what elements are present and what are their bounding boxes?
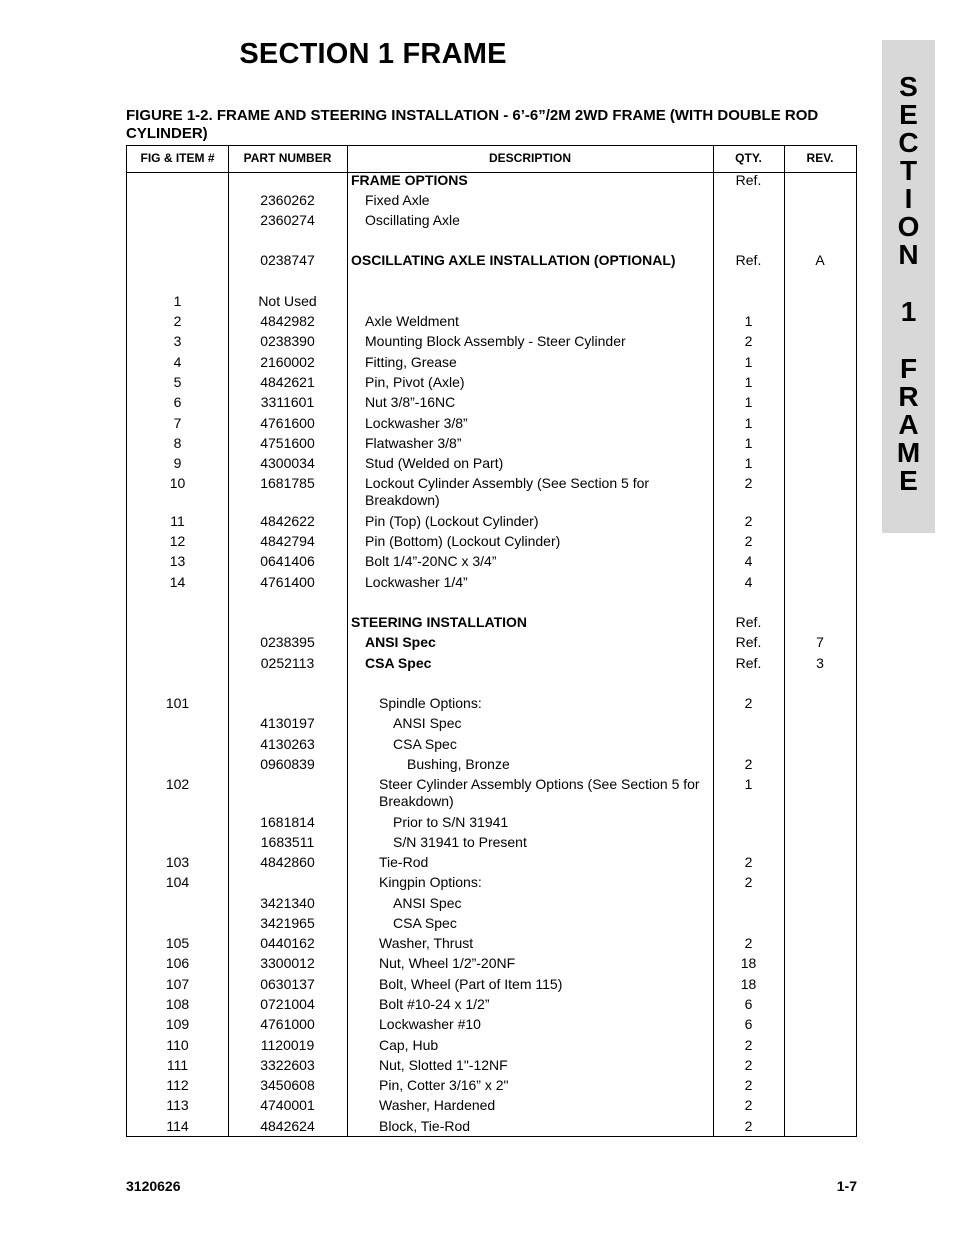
qty-cell: 2 (744, 333, 753, 349)
description-cell: Bolt #10-24 x 1/2” (379, 996, 490, 1012)
description-cell: STEERING INSTALLATION (351, 614, 528, 630)
qty-cell: 2 (744, 1077, 753, 1093)
fig-item-cell: 106 (165, 955, 190, 971)
fig-item-cell: 105 (165, 935, 190, 951)
part-number-cell: 0721004 (260, 996, 315, 1012)
qty-cell: 1 (744, 374, 753, 390)
fig-item-cell: 1 (173, 293, 182, 309)
side-tab-letter: N (898, 239, 919, 270)
qty-cell: 2 (744, 874, 753, 890)
side-tab-letter: R (898, 381, 919, 412)
part-number-cell: 0630137 (260, 976, 315, 992)
qty-cell: 4 (744, 553, 753, 569)
fig-item-cell: 102 (165, 776, 190, 792)
fig-item-cell: 10 (169, 475, 186, 491)
description-cell: CSA Spec (393, 736, 457, 752)
side-tab-letter: T (899, 155, 918, 186)
qty-cell: 1 (744, 776, 753, 792)
part-number-cell: 4842624 (260, 1118, 315, 1134)
fig-item-cell: 7 (173, 415, 182, 431)
fig-item-cell: 9 (173, 455, 182, 471)
side-tab-letter: F (899, 353, 918, 384)
part-number-cell: 0238390 (260, 333, 315, 349)
part-number-cell: 4842860 (260, 854, 315, 870)
description-cell: FRAME OPTIONS (351, 172, 468, 188)
description-cell: Kingpin Options: (379, 874, 482, 890)
fig-item-cell: 5 (173, 374, 182, 390)
fig-item-cell: 108 (165, 996, 190, 1012)
description-cell: Prior to S/N 31941 (393, 814, 509, 830)
part-number-cell: 4761000 (260, 1016, 315, 1032)
description-cell: Block, Tie-Rod (379, 1118, 471, 1134)
qty-cell: 6 (744, 1016, 753, 1032)
part-number-cell: 4842982 (260, 313, 315, 329)
page-number: 1-7 (836, 1178, 857, 1194)
qty-cell: 1 (744, 455, 753, 471)
description-cell: ANSI Spec (365, 634, 436, 650)
rev-cell: 3 (816, 655, 824, 671)
qty-cell: 1 (744, 415, 753, 431)
fig-item-cell: 109 (165, 1016, 190, 1032)
side-tab-letter: M (896, 437, 921, 468)
qty-cell: Ref. (735, 172, 762, 188)
header-rev: REV. (806, 151, 834, 165)
side-tab-letter: I (904, 183, 913, 214)
description-cell: Lockout Cylinder Assembly (See Section 5 for Breakdown) (365, 475, 650, 508)
side-tab-letter: O (897, 211, 920, 242)
description-cell: Washer, Thrust (379, 935, 474, 951)
fig-item-cell: 110 (166, 1037, 189, 1053)
part-number-cell: 0238747 (260, 252, 315, 268)
part-number-cell: 1683511 (260, 834, 315, 850)
part-number-cell: 3311601 (260, 394, 315, 410)
description-cell: Nut, Wheel 1/2”-20NF (379, 955, 516, 971)
description-cell: ANSI Spec (393, 715, 462, 731)
qty-cell: 2 (744, 1037, 753, 1053)
part-number-cell: 2360262 (260, 192, 315, 208)
part-number-cell: 2160002 (260, 354, 315, 370)
description-cell: Axle Weldment (365, 313, 459, 329)
part-number-cell: 3300012 (260, 955, 315, 971)
side-tab-letter: A (898, 409, 919, 440)
part-number-cell: 4761400 (260, 574, 315, 590)
qty-cell: 2 (744, 935, 753, 951)
fig-item-cell: 4 (173, 354, 182, 370)
part-number-cell: 4751600 (260, 435, 315, 451)
part-number-cell: 3421965 (260, 915, 315, 931)
fig-item-cell: 114 (166, 1118, 189, 1134)
part-number-cell: 4300034 (260, 455, 315, 471)
description-cell: Lockwasher #10 (379, 1016, 481, 1032)
qty-cell: 2 (744, 1118, 753, 1134)
description-cell: Spindle Options: (379, 695, 482, 711)
figure-caption: FIGURE 1-2. FRAME AND STEERING INSTALLATION - 6’-6”/2M 2WD FRAME (WITH DOUBLE ROD CYLINDER) (126, 107, 819, 142)
fig-item-cell: 107 (165, 976, 190, 992)
qty-cell: 2 (744, 1057, 753, 1073)
qty-cell: 2 (744, 475, 753, 491)
description-cell: Stud (Welded on Part) (365, 455, 504, 471)
qty-cell: 2 (744, 1097, 753, 1113)
fig-item-cell: 3 (173, 333, 182, 349)
header-part-number: PART NUMBER (243, 151, 332, 165)
fig-item-cell: 111 (166, 1057, 189, 1073)
description-cell: Pin, Cotter 3/16” x 2" (379, 1077, 509, 1093)
description-cell: Fixed Axle (365, 192, 430, 208)
column-divider (347, 146, 348, 1136)
fig-item-cell: 6 (173, 394, 182, 410)
qty-cell: 1 (744, 354, 753, 370)
part-number-cell: 0641406 (260, 553, 315, 569)
header-qty: QTY. (735, 151, 762, 165)
description-cell: Pin, Pivot (Axle) (365, 374, 465, 390)
qty-cell: Ref. (735, 252, 762, 268)
rev-cell: A (815, 252, 825, 268)
description-cell: Mounting Block Assembly - Steer Cylinder (365, 333, 626, 349)
part-number-cell: 1120019 (260, 1037, 315, 1053)
part-number-cell: 0960839 (260, 756, 315, 772)
part-number-cell: 0440162 (260, 935, 315, 951)
description-cell: ANSI Spec (393, 895, 462, 911)
description-cell: Flatwasher 3/8” (365, 435, 462, 451)
part-number-cell: 4740001 (260, 1097, 315, 1113)
part-number-cell: Not Used (258, 293, 317, 309)
description-cell: Bolt, Wheel (Part of Item 115) (379, 976, 563, 992)
part-number-cell: 3421340 (260, 895, 315, 911)
description-cell: OSCILLATING AXLE INSTALLATION (OPTIONAL) (351, 252, 676, 268)
description-cell: Bushing, Bronze (407, 756, 510, 772)
qty-cell: 1 (744, 313, 753, 329)
part-number-cell: 3450608 (260, 1077, 315, 1093)
side-tab-letter: S (899, 71, 918, 102)
qty-cell: 18 (740, 955, 757, 971)
part-number-cell: 0252113 (260, 655, 315, 671)
description-cell: Nut 3/8”-16NC (365, 394, 456, 410)
description-cell: Tie-Rod (379, 854, 429, 870)
fig-item-cell: 104 (165, 874, 190, 890)
section-side-tab (882, 40, 935, 533)
part-number-cell: 1681814 (260, 814, 315, 830)
part-number-cell: 3322603 (260, 1057, 315, 1073)
part-number-cell: 2360274 (260, 212, 315, 228)
side-tab-letter: 1 (900, 296, 917, 327)
side-tab-letter: C (898, 127, 919, 158)
part-number-cell: 4842622 (260, 513, 315, 529)
qty-cell: 2 (744, 513, 753, 529)
qty-cell: 4 (744, 574, 753, 590)
qty-cell: Ref. (735, 634, 762, 650)
part-number-cell: 0238395 (260, 634, 315, 650)
parts-table (126, 145, 857, 1137)
description-cell: Steer Cylinder Assembly Options (See Section 5 for Breakdown) (379, 776, 700, 809)
fig-item-cell: 8 (173, 435, 182, 451)
description-cell: Pin (Bottom) (Lockout Cylinder) (365, 533, 561, 549)
qty-cell: 2 (744, 756, 753, 772)
qty-cell: 2 (744, 695, 753, 711)
fig-item-cell: 11 (170, 513, 185, 529)
qty-cell: Ref. (735, 614, 762, 630)
fig-item-cell: 12 (169, 533, 186, 549)
part-number-cell: 4761600 (260, 415, 315, 431)
fig-item-cell: 2 (173, 313, 182, 329)
description-cell: S/N 31941 to Present (393, 834, 527, 850)
part-number-cell: 1681785 (260, 475, 315, 491)
qty-cell: Ref. (735, 655, 762, 671)
description-cell: Washer, Hardened (379, 1097, 496, 1113)
header-description: DESCRIPTION (488, 151, 571, 165)
qty-cell: 1 (744, 435, 753, 451)
rev-cell: 7 (816, 634, 824, 650)
description-cell: Cap, Hub (379, 1037, 439, 1053)
part-number-cell: 4842794 (260, 533, 315, 549)
part-number-cell: 4130263 (260, 736, 315, 752)
qty-cell: 6 (744, 996, 753, 1012)
description-cell: Nut, Slotted 1"-12NF (379, 1057, 508, 1073)
fig-item-cell: 13 (169, 553, 186, 569)
description-cell: Lockwasher 3/8” (365, 415, 468, 431)
description-cell: Pin (Top) (Lockout Cylinder) (365, 513, 539, 529)
part-number-cell: 4842621 (260, 374, 315, 390)
qty-cell: 1 (744, 394, 753, 410)
qty-cell: 2 (744, 533, 753, 549)
page-title: SECTION 1 FRAME (239, 38, 507, 70)
description-cell: CSA Spec (393, 915, 457, 931)
qty-cell: 2 (744, 854, 753, 870)
side-tab-letter: E (899, 99, 918, 130)
fig-item-cell: 101 (165, 695, 190, 711)
document-number: 3120626 (126, 1178, 181, 1194)
qty-cell: 18 (740, 976, 757, 992)
side-tab-letter: E (899, 465, 918, 496)
fig-item-cell: 113 (166, 1097, 189, 1113)
fig-item-cell: 103 (165, 854, 190, 870)
part-number-cell: 4130197 (260, 715, 315, 731)
description-cell: Lockwasher 1/4” (365, 574, 468, 590)
description-cell: Bolt 1/4”-20NC x 3/4” (365, 553, 497, 569)
fig-item-cell: 112 (166, 1077, 189, 1093)
description-cell: Oscillating Axle (365, 212, 460, 228)
description-cell: CSA Spec (365, 655, 432, 671)
fig-item-cell: 14 (169, 574, 186, 590)
description-cell: Fitting, Grease (365, 354, 457, 370)
header-fig-item: FIG & ITEM # (140, 151, 215, 165)
